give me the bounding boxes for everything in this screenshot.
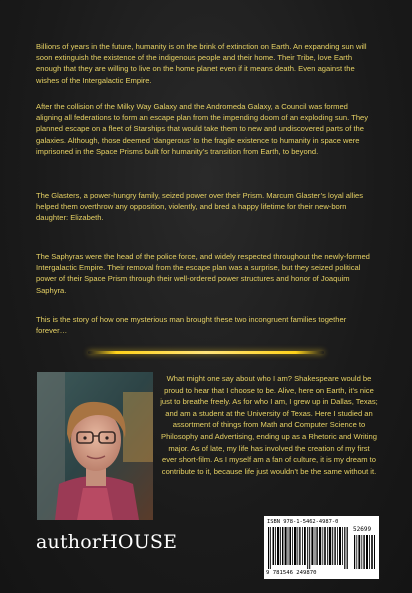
synopsis-paragraph-5: This is the story of how one mysterious man brought these two incongruent families together forever… (36, 315, 347, 336)
barcode-icon (268, 527, 350, 569)
synopsis-paragraph-1: Billions of years in the future, humanity is on the brink of extinction on Earth. An expanding sun will soon extinguish the existence of the indigenous people and their home. Their Tribe, love Earth enough that they are willing to live on the home planet even if it means death. Even against the wishes of the Intergalactic Empire. (36, 42, 367, 85)
publisher-logo: authorHOUSE (36, 531, 178, 553)
barcode (264, 516, 379, 579)
author-photo-icon (37, 372, 153, 520)
author-photo (37, 372, 153, 520)
price-barcode-icon (354, 535, 376, 569)
synopsis-paragraph-4: The Saphyras were the head of the police force, and widely respected throughout the newly-formed Intergalactic Empire. Their removal from the escape plan was a surprise, but they seized political power of their Space Prism through their well-ordered power structures and honor of Joaquim Saphyra. (36, 252, 370, 295)
gold-divider (88, 351, 324, 354)
author-bio: What might one say about who I am? Shakespeare would be proud to hear that I choose to be. Alive, here on Earth, it’s nice just to breathe freely. As for who I am, I grew up in Dallas, Texas; and am a student at the University of Texas. Here I studied an assortment of things from Math and Computer Science to Philosophy and Advertising, ending up as a Rhetoric and Writing major. As of late, my life has involved the creation of my first ever short-film. As I myself am a fan of culture, it is my dream to contribute to it, because life just wouldn’t be the same without it. (160, 374, 378, 476)
synopsis-paragraph-3: The Glasters, a power-hungry family, seized power over their Prism. Marcum Glaster’s loyal allies helped them overthrow any opposition, violently, and bred a happy lifetime for their new-born daughter: Elizabeth. (36, 191, 364, 223)
price-code: 52699 (353, 526, 372, 533)
ean-digits: 9 781546 249870 (266, 570, 317, 576)
isbn-line: ISBN 978-1-5462-4987-0 (267, 519, 339, 525)
synopsis-paragraph-2: After the collision of the Milky Way Galaxy and the Andromeda Galaxy, a Council was formed aligning all federations to form an escape plan from the impending doom of an exploding sun. They planned escape on a fleet of Starships that would take them to new and undiscovered parts of the galaxies. Although, those deemed ‘dangerous’ to the fragile existence to humanity in space were imprisoned in the Space Prisms built for humanity’s transition from Earth, to beyond. (36, 102, 369, 156)
